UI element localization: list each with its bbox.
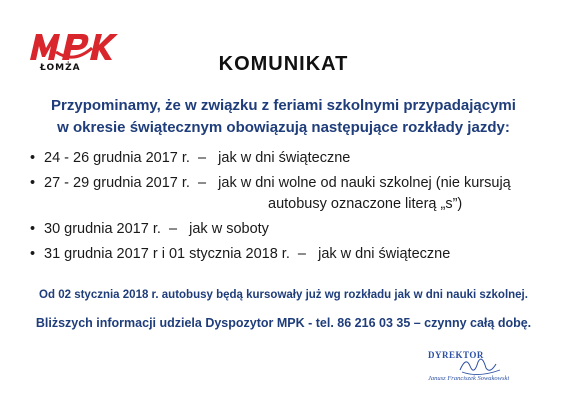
bullet-icon: •: [30, 221, 36, 237]
list-item: [30, 244, 550, 265]
item-desc: jak w soboty: [189, 221, 269, 237]
list-item: [30, 173, 550, 215]
logo-subtitle: ŁOMŻA: [40, 63, 81, 73]
item-desc-continued: autobusy oznaczone literą „s”): [268, 196, 463, 212]
item-date: 24 - 26 grudnia 2017 r.: [44, 150, 190, 166]
item-dash: –: [297, 246, 306, 262]
stamp-title: DYREKTOR: [428, 350, 484, 360]
contact-info: Bliższych informacji udziela Dyspozytor MPK - tel. 86 216 03 35 – czynny całą dobę.: [35, 316, 532, 330]
intro-line-2: w okresie świątecznym obowiązują następujące rozkłady jazdy:: [57, 119, 510, 136]
intro-text: [20, 95, 547, 139]
item-date: 27 - 29 grudnia 2017 r.: [44, 175, 190, 191]
stamp-name: Janusz Franciszek Sowakowski: [428, 375, 510, 382]
intro-line-1: Przypominamy, że w związku z feriami szkolnymi przypadającymi: [51, 97, 516, 114]
bullet-icon: •: [30, 246, 36, 262]
schedule-list: [30, 148, 550, 269]
item-date: 30 grudnia 2017 r.: [44, 221, 161, 237]
list-item: [30, 148, 550, 169]
item-desc: jak w dni świąteczne: [318, 246, 451, 262]
item-dash: –: [197, 175, 207, 191]
bullet-icon: •: [30, 175, 36, 191]
item-desc: jak w dni świąteczne: [218, 150, 351, 166]
list-item: [30, 219, 550, 240]
item-date: 31 grudnia 2017 r i 01 stycznia 2018 r.: [44, 246, 290, 262]
item-dash: –: [197, 150, 207, 166]
item-dash: –: [168, 221, 178, 237]
item-desc: jak w dni wolne od nauki szkolnej (nie kursują: [218, 175, 511, 191]
schedule-note: Od 02 stycznia 2018 r. autobusy będą kursowały już wg rozkładu jak w dni nauki szkolnej.: [39, 289, 528, 301]
page-title: KOMUNIKAT: [218, 53, 349, 75]
bullet-icon: •: [30, 150, 36, 166]
